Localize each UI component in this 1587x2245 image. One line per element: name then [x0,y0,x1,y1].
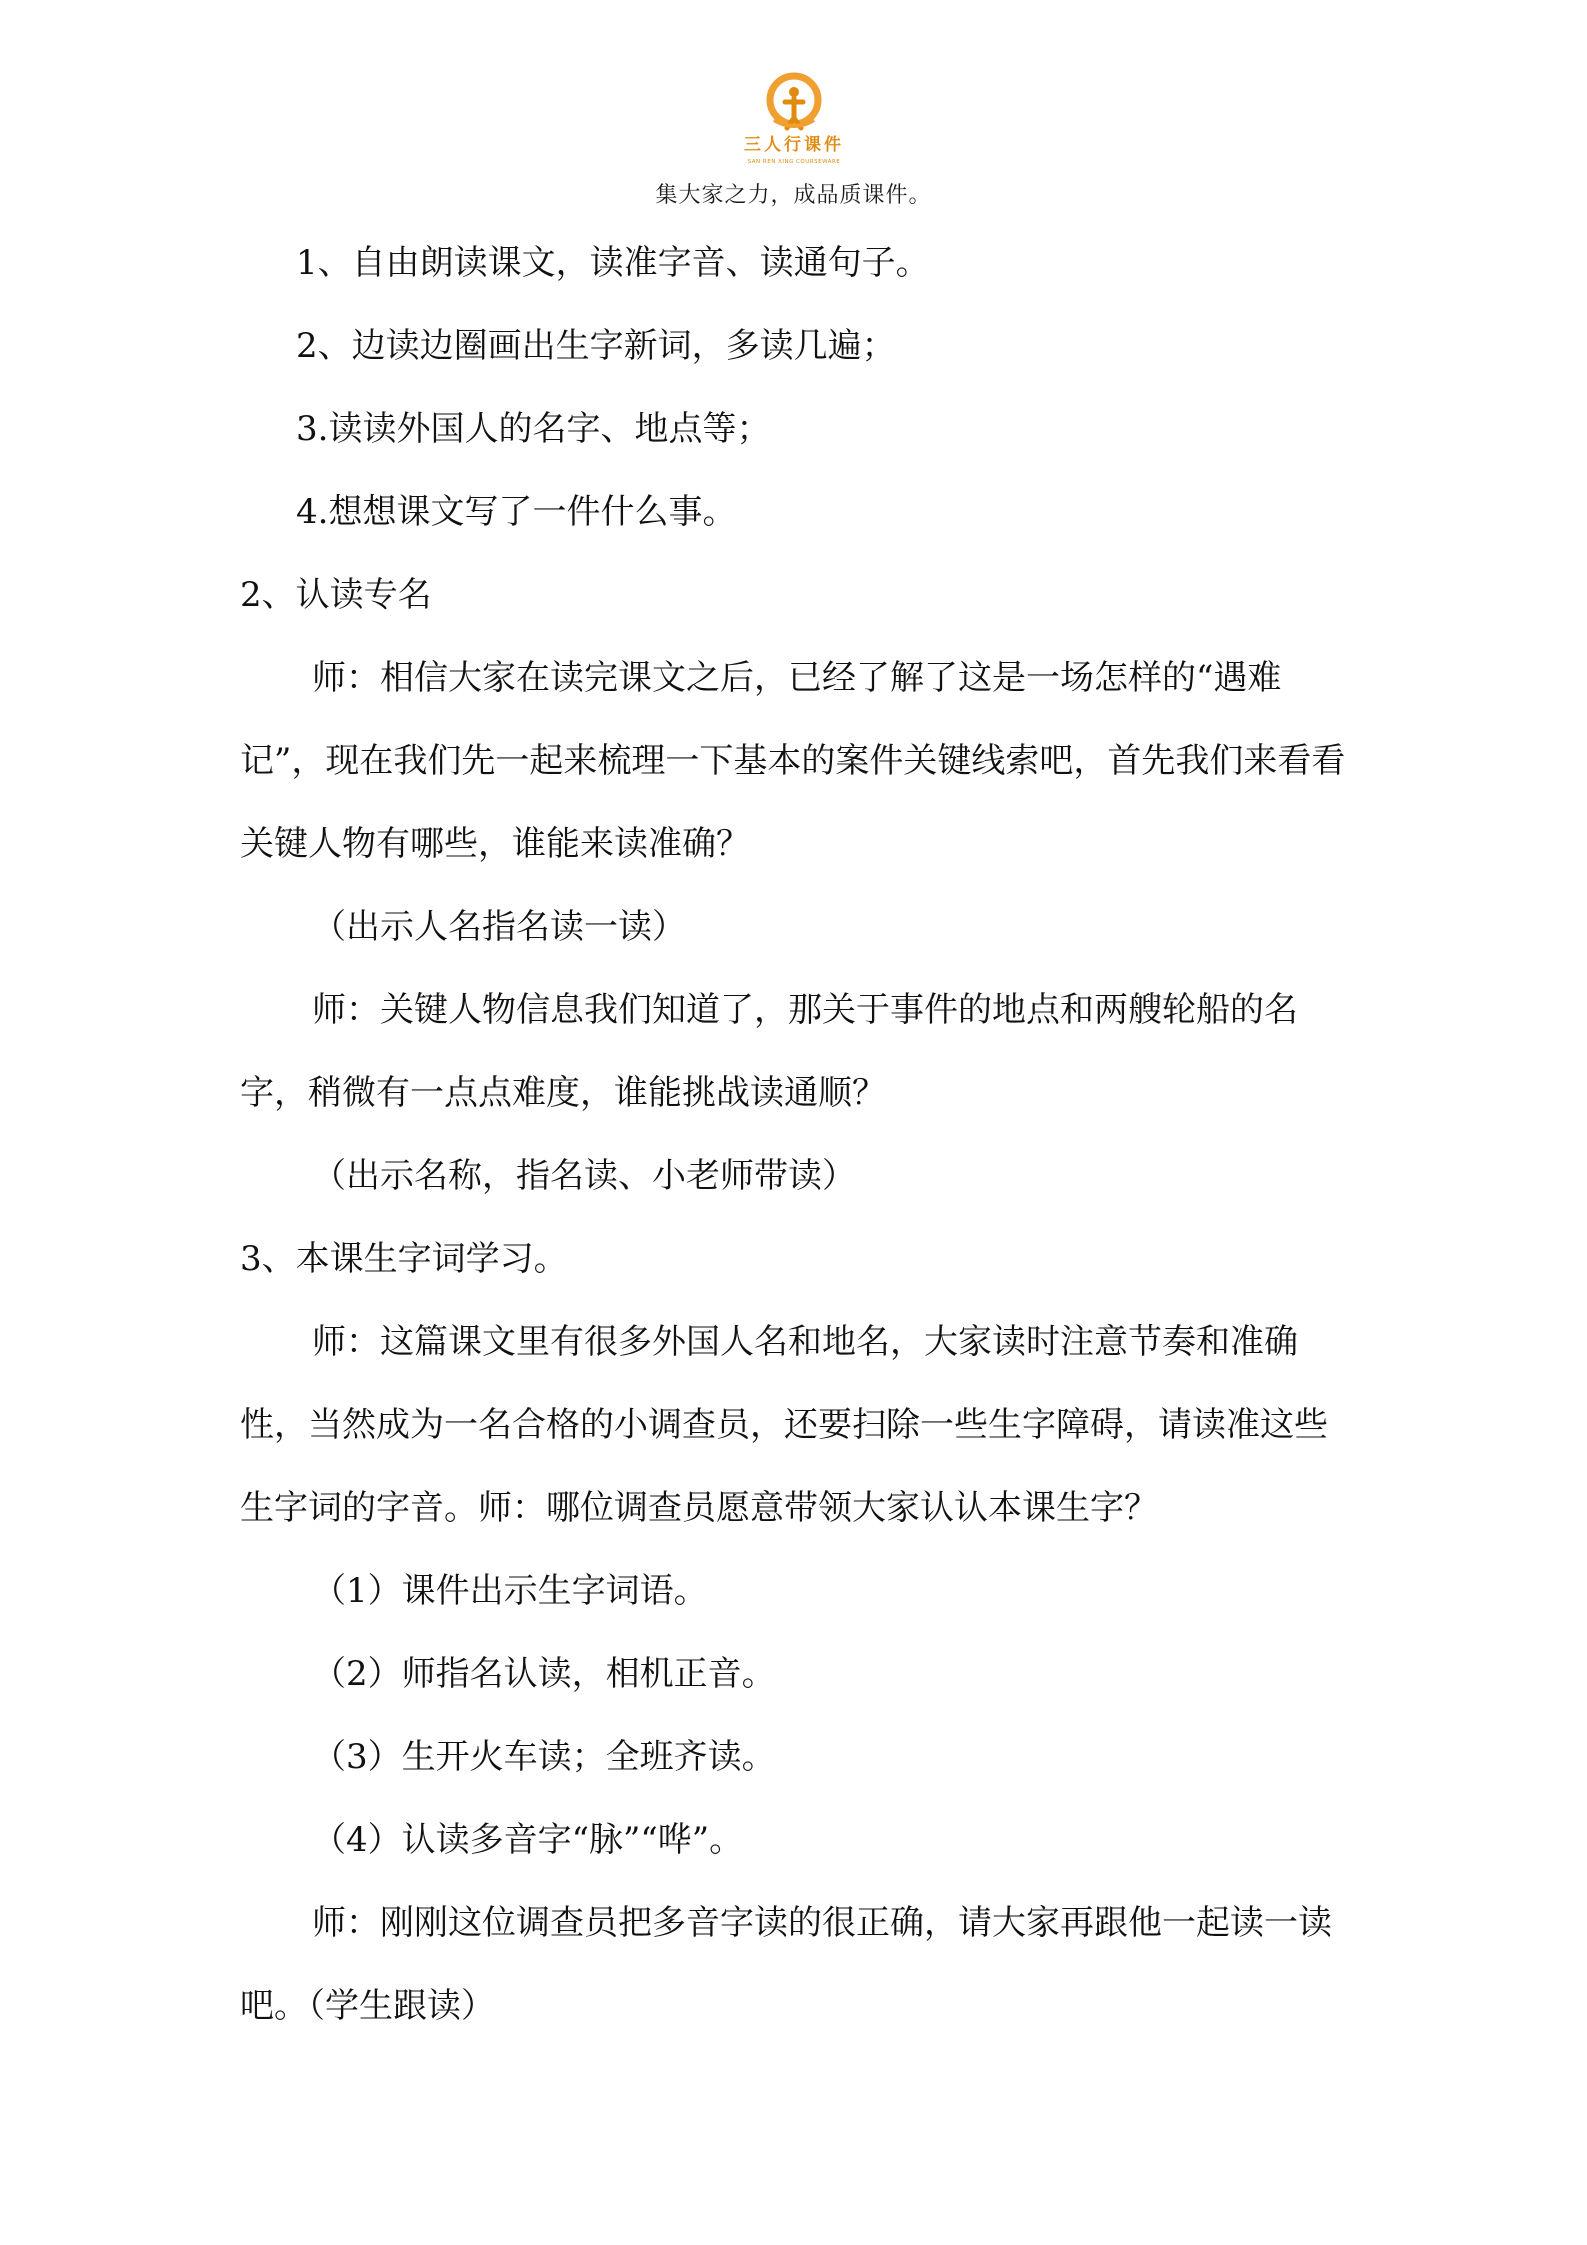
section-heading-2: 2、认读专名 [240,575,432,615]
note-show-titles: （出示名称，指名读、小老师带读） [312,1156,856,1196]
list-item-1: （1）课件出示生字词语。 [312,1571,708,1611]
page-header [0,70,1587,209]
svg-text:SAN REN XING COURSEWARE: SAN REN XING COURSEWARE [747,159,840,165]
teacher-paragraph-3: 师：这篇课文里有很多外国人名和地名，大家读时注意节奏和准确性，当然成为一名合格的小调查员，还要扫除一些生字障碍，请读准这些生字词的字音。师：哪位调查员愿意带领大家认认本课生字？ [240,1322,1328,1528]
svg-text:三人行课件: 三人行课件 [743,135,844,155]
section-heading-3: 3、本课生字词学习。 [240,1239,568,1279]
paragraph-step-2: 2、边读边圈画出生字新词，多读几遍； [296,326,896,366]
list-item-4: （4）认读多音字“脉”“哗”。 [312,1820,744,1860]
slogan: 集大家之力，成品质课件。 [655,183,932,208]
paragraph-step-1: 1、自由朗读课文，读准字音、读通句子。 [296,243,930,283]
teacher-paragraph-1: 师：相信大家在读完课文之后，已经了解了这是一场怎样的“遇难记”，现在我们先一起来梳理一下基本的案件关键线索吧，首先我们来看看关键人物有哪些，谁能来读准确？ [240,658,1346,864]
paragraph-step-4: 4.想想课文写了一件什么事。 [296,492,737,532]
list-item-3: （3）生开火车读；全班齐读。 [312,1737,776,1777]
teacher-paragraph-2: 师：关键人物信息我们知道了，那关于事件的地点和两艘轮船的名字，稍微有一点点难度，谁能挑战读通顺？ [240,990,1298,1113]
paragraph-step-3: 3.读读外国人的名字、地点等； [296,409,771,449]
teacher-paragraph-4: 师：刚刚这位调查员把多音字读的很正确，请大家再跟他一起读一读吧。（学生跟读） [240,1903,1332,2026]
document-body [240,222,1350,2048]
list-item-2: （2）师指名认读，相机正音。 [312,1654,776,1694]
logo-icon [719,70,869,170]
note-show-names: （出示人名指名读一读） [312,907,686,947]
brand-logo [719,70,869,170]
